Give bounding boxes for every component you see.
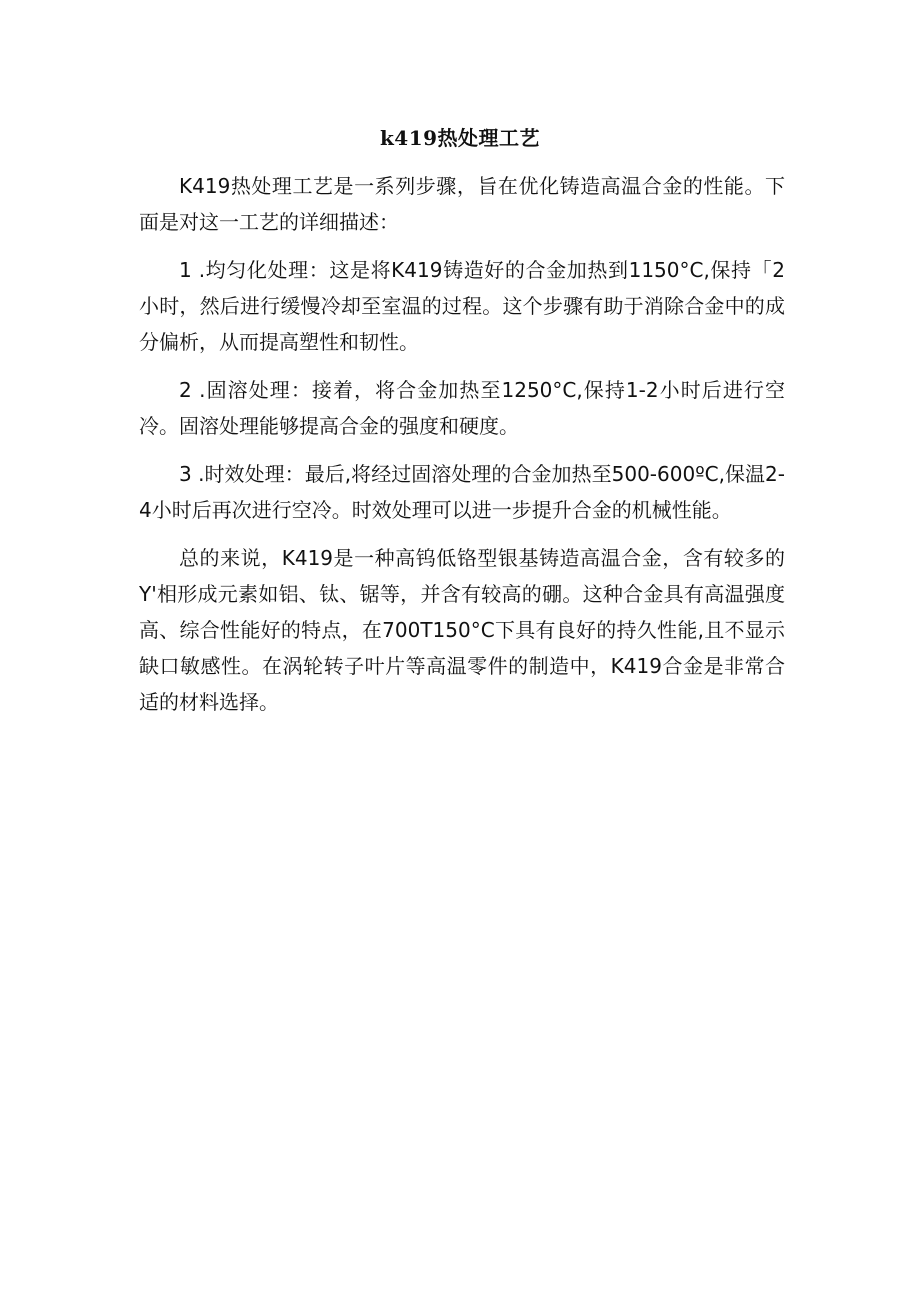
paragraph-summary: 总的来说，K419是一种高钨低铬型银基铸造高温合金，含有较多的Y'相形成元素如铝、钛、锯等，并含有较高的硼。这种合金具有高温强度高、综合性能好的特点，在700T150°C下具有良好的持久性能,且不显示缺口敏感性。在涡轮转子叶片等高温零件的制造中，K419合金是非常合适的材料选择。	[139, 546, 785, 714]
paragraph-intro: K419热处理工艺是一系列步骤，旨在优化铸造高温合金的性能。下面是对这一工艺的详细描述：	[139, 174, 785, 234]
paragraph-solution-treatment: 2 .固溶处理：接着，将合金加热至1250°C,保持1-2小时后进行空冷。固溶处理能够提高合金的强度和硬度。	[139, 378, 785, 438]
document-title: k419热处理工艺	[379, 126, 541, 150]
paragraph-aging-treatment: 3 .时效处理：最后,将经过固溶处理的合金加热至500-600ºC,保温2-4小时后再次进行空冷。时效处理可以进一步提升合金的机械性能。	[139, 462, 785, 522]
paragraph-homogenization: 1 .均匀化处理：这是将K419铸造好的合金加热到1150°C,保持「2小时，然后进行缓慢冷却至室温的过程。这个步骤有助于消除合金中的成分偏析，从而提高塑性和韧性。	[139, 258, 785, 354]
document-body	[139, 168, 785, 732]
